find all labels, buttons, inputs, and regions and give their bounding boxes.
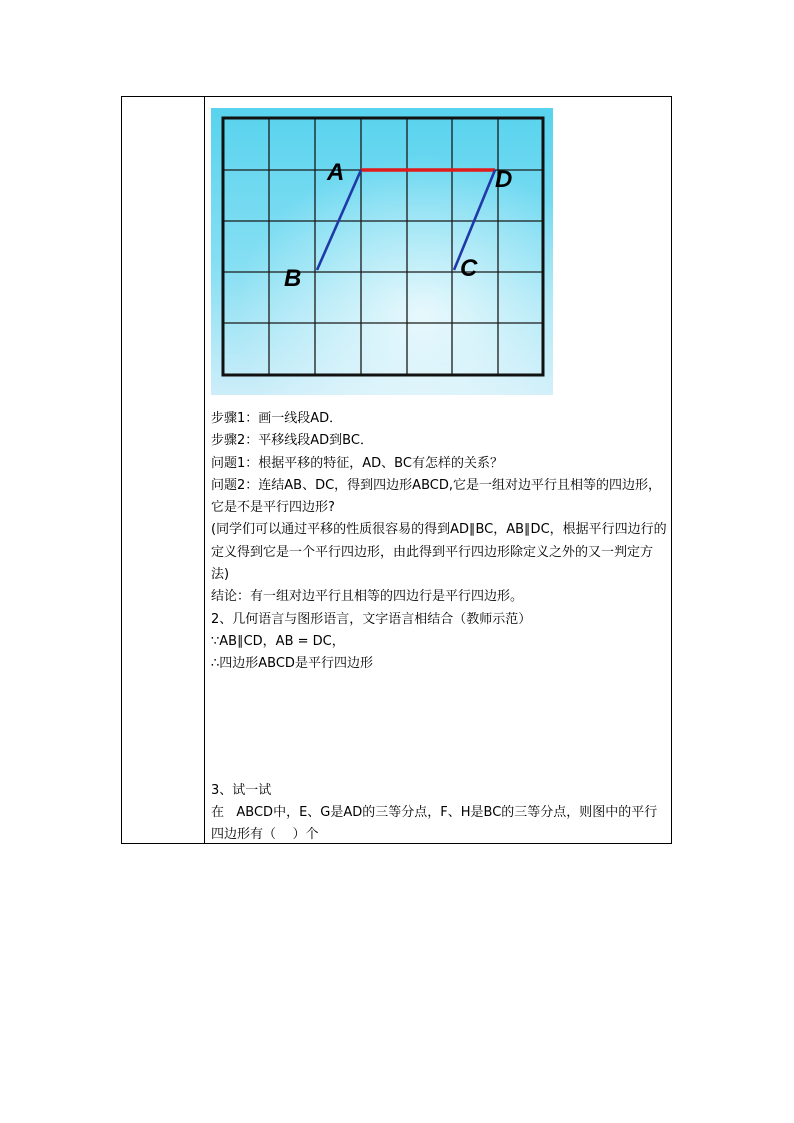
exercise-question: 在 ABCD中，E、G是AD的三等分点，F、H是BC的三等分点，则图中的平行四边形有（ ）个 xyxy=(211,804,658,843)
step-2: 步骤2：平移线段AD到BC． xyxy=(211,433,373,449)
question-2: 问题2：连结AB、DC，得到四边形ABCD,它是一组对边平行且相等的四边形，它是不是平行四边形? xyxy=(211,477,661,516)
left-column-cell xyxy=(122,97,205,843)
explanation: (同学们可以通过平移的性质很容易的得到AD∥BC，AB∥DC，根据平行四边行的定义得到它是一个平行四边形，由此得到平行四边形除定义之外的又一判定方法) xyxy=(211,522,667,583)
step-1: 步骤1：画一线段AD． xyxy=(211,411,343,426)
lesson-table xyxy=(121,96,672,844)
section-2-heading: 2、几何语言与图形语言，文字语言相结合（教师示范） xyxy=(211,611,532,627)
section-3-heading: 3、试一试 xyxy=(211,782,272,798)
point-label-a: A xyxy=(327,159,345,186)
conclusion: 结论：有一组对边平行且相等的四边行是平行四边形。 xyxy=(211,589,524,605)
because-statement: ∵AB∥CD，AB = DC， xyxy=(211,633,345,649)
content-cell xyxy=(206,97,671,843)
point-label-b: B xyxy=(284,265,302,292)
lesson-text xyxy=(211,408,669,846)
parallelogram-translation-figure xyxy=(211,108,553,395)
therefore-statement: ∴四边形ABCD是平行四边形 xyxy=(211,656,373,672)
point-label-c: C xyxy=(460,255,478,282)
question-1: 问题1：根据平移的特征，AD、BC有怎样的关系？ xyxy=(211,455,503,471)
cloud-overlay xyxy=(211,108,553,395)
point-label-d: D xyxy=(495,166,513,193)
blank-space xyxy=(211,676,669,780)
